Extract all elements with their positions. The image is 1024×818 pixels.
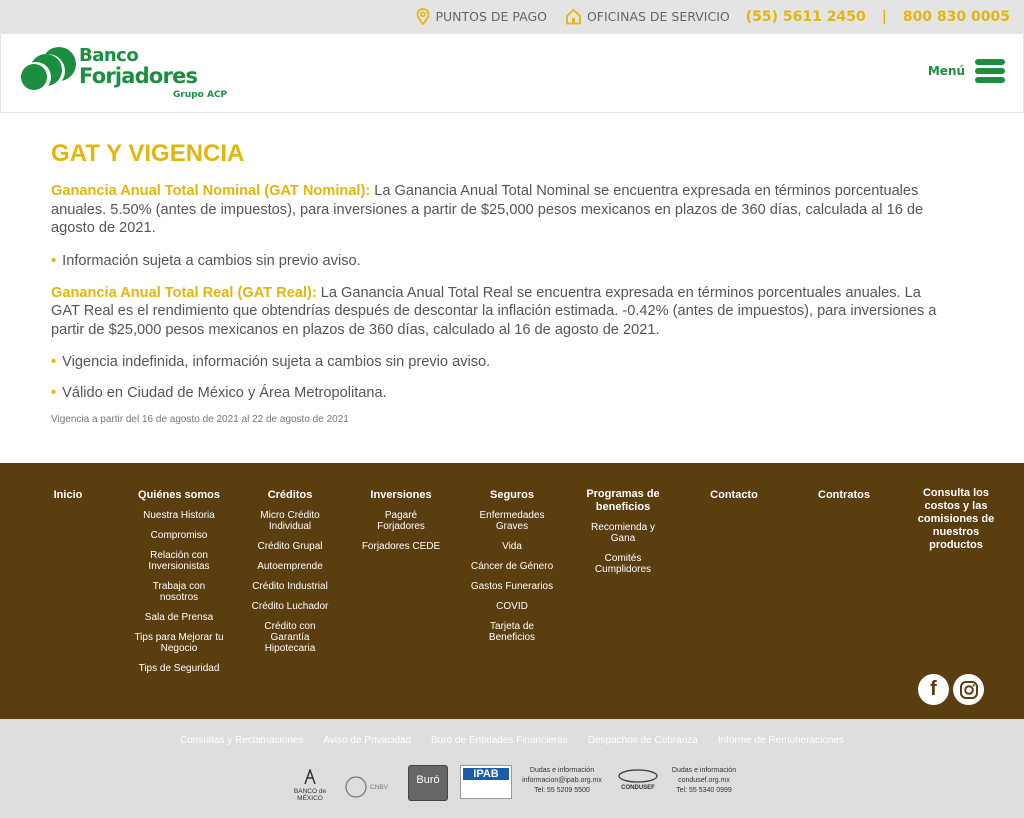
footer-link[interactable]: COVID <box>496 601 528 612</box>
footer-col-contacto <box>694 489 774 510</box>
gat-real-paragraph <box>51 284 951 340</box>
main-content <box>51 140 951 425</box>
bullet-item <box>51 354 951 370</box>
condusef-contact <box>666 766 742 796</box>
condusef-dudas: Dudas e información <box>671 767 737 774</box>
footer-link[interactable]: Tips para Mejorar tu Negocio <box>134 632 224 654</box>
bullet-item <box>51 385 951 401</box>
home-icon <box>565 8 582 25</box>
footer-col-contratos <box>804 489 884 510</box>
footer-link[interactable]: Tips de Seguridad <box>138 663 220 674</box>
regulator-logos <box>280 765 750 805</box>
phone-toll-free-link[interactable]: 800 830 0005 <box>902 8 1010 25</box>
logo-text-banco: Banco <box>79 45 139 66</box>
header <box>0 33 1024 113</box>
legal-link[interactable]: Consultas y Reclamaciones <box>179 735 304 746</box>
gat-real-label: Ganancia Anual Total Real (GAT Real): <box>51 284 317 301</box>
footer-link[interactable]: Pagaré Forjadores <box>377 510 425 532</box>
buro-logo[interactable] <box>408 765 448 801</box>
page-title: GAT Y VIGENCIA <box>51 140 245 167</box>
phone-local-link[interactable]: (55) 5611 2450 <box>745 8 866 25</box>
footer-heading-quienes[interactable]: Quiénes somos <box>138 489 220 501</box>
banxico-eagle-icon <box>301 769 319 785</box>
gat-real-text: La Ganancia Anual Total Real se encuentra expresada en términos porcentuales anuales. La GAT Real es el rendimiento que obtendrías después de descontar la inflación estimada. -0.42% (antes de impuestos), para inversiones a partir de $25,000 pesos mexicanos en plazos de 360 días, calculado al 16 de agosto de 2021. <box>51 284 937 338</box>
ipab-logo[interactable] <box>460 765 512 799</box>
footer-link-inicio[interactable]: Inicio <box>53 489 83 501</box>
legal-link[interactable]: Aviso de Privacidad <box>323 735 412 746</box>
ipab-dudas: Dudas e información <box>529 767 595 774</box>
footer-col-seguros <box>464 489 560 652</box>
condusef-seal-icon <box>618 769 658 783</box>
footer-link-contratos[interactable]: Contratos <box>818 489 870 501</box>
footer <box>0 463 1024 719</box>
bullet-dot: • <box>51 354 57 370</box>
legal-link[interactable]: Informe de Remuneraciones <box>717 735 845 746</box>
footer-col-quienes <box>128 489 230 683</box>
menu-label: Menú <box>927 64 965 78</box>
instagram-glyph <box>959 680 979 700</box>
social-links <box>914 674 984 705</box>
bullet-text: Válido en Ciudad de México y Área Metropolitana. <box>62 385 387 401</box>
footer-link-costos-comisiones[interactable]: Consulta los costos y las comisiones de nuestros productos <box>917 487 995 551</box>
condusef-web[interactable]: condusef.org.mx <box>678 777 730 784</box>
instagram-icon[interactable] <box>953 674 984 705</box>
footer-col-creditos <box>242 489 338 663</box>
footer-link[interactable]: Comités Cumplidores <box>594 553 652 575</box>
gat-nominal-paragraph <box>51 182 951 238</box>
footer-link[interactable]: Crédito Industrial <box>252 581 328 592</box>
footer-heading-seguros[interactable]: Seguros <box>489 489 534 501</box>
bullet-item <box>51 253 951 269</box>
oficinas-link[interactable] <box>565 8 730 25</box>
ipab-contact <box>514 766 610 796</box>
footer-link[interactable]: Tarjeta de Beneficios <box>488 621 536 643</box>
footer-link[interactable]: Vida <box>502 541 522 552</box>
gat-nominal-label: Ganancia Anual Total Nominal (GAT Nominal): <box>51 183 371 199</box>
footer-link[interactable]: Micro Crédito Individual <box>260 510 320 532</box>
footer-col-inversiones <box>354 489 448 561</box>
footer-col-programas <box>576 488 670 584</box>
cnbv-seal-icon <box>344 775 368 799</box>
banco-forjadores-logo[interactable] <box>21 44 241 104</box>
oficinas-label: OFICINAS DE SERVICIO <box>586 9 730 24</box>
condusef-logo[interactable] <box>610 769 666 791</box>
condusef-text: CONDUSEF <box>621 785 655 791</box>
footer-link[interactable]: Trabaja con nosotros <box>152 581 206 603</box>
menu-button[interactable] <box>928 56 1005 86</box>
facebook-icon[interactable] <box>918 674 949 705</box>
phone-separator: | <box>881 8 887 25</box>
footer-link[interactable]: Recomienda y Gana <box>591 522 655 544</box>
cnbv-logo[interactable] <box>344 775 392 799</box>
condusef-tel: Tel: 55 5340 0999 <box>676 787 732 794</box>
ipab-email[interactable]: informacion@ipab.org.mx <box>522 777 602 784</box>
hamburger-icon <box>975 56 1005 86</box>
puntos-pago-label: PUNTOS DE PAGO <box>435 9 547 24</box>
bullet-text: Vigencia indefinida, información sujeta a cambios sin previo aviso. <box>62 354 491 370</box>
footer-heading-programas[interactable]: Programas de beneficios <box>586 488 660 513</box>
banxico-logo[interactable] <box>282 769 338 802</box>
location-pin-icon <box>416 8 430 25</box>
vigencia-note: Vigencia a partir del 16 de agosto de 2021 al 22 de agosto de 2021 <box>51 414 349 425</box>
legal-links <box>0 735 1024 746</box>
cnbv-text: CNBV <box>369 783 389 791</box>
footer-heading-creditos[interactable]: Créditos <box>267 489 313 501</box>
footer-col-consulta <box>906 487 1006 560</box>
footer-link[interactable]: Nuestra Historia <box>143 510 215 521</box>
puntos-pago-link[interactable] <box>416 8 547 25</box>
footer-link[interactable]: Crédito con Garantía Hipotecaria <box>264 621 316 654</box>
bottom-band <box>0 719 1024 818</box>
footer-link[interactable]: Cáncer de Género <box>470 561 554 572</box>
logo-circles-icon <box>21 44 81 104</box>
footer-col-inicio <box>38 489 98 510</box>
legal-link[interactable]: Despachos de Cobranza <box>587 735 698 746</box>
logo-text-forjadores: Forjadores <box>79 64 198 88</box>
footer-link[interactable]: Crédito Grupal <box>257 541 323 552</box>
footer-link[interactable]: Enfermedades Graves <box>479 510 545 532</box>
footer-link[interactable]: Sala de Prensa <box>144 612 214 623</box>
footer-heading-inversiones[interactable]: Inversiones <box>370 489 432 501</box>
facebook-glyph: f <box>930 678 937 700</box>
footer-link[interactable]: Autoemprende <box>257 561 323 572</box>
bullet-text: Información sujeta a cambios sin previo aviso. <box>62 252 361 269</box>
footer-link[interactable]: Crédito Luchador <box>251 601 329 612</box>
bullet-dot: • <box>51 252 57 269</box>
gat-nominal-text: La Ganancia Anual Total Nominal se encuentra expresada en términos porcentuales anuales. 5.50% (antes de impuestos), para inversiones a partir de $25,000 pesos mexicanos en plazos de 360 días, calculada al 16 de agosto de 2021. <box>51 183 924 236</box>
logo-text-grupo: Grupo ACP <box>173 90 228 100</box>
ipab-text: IPAB <box>463 768 509 780</box>
ipab-tel: Tel: 55 5209 5500 <box>534 787 590 794</box>
top-bar <box>0 0 1024 33</box>
bullet-dot: • <box>51 385 57 401</box>
footer-link[interactable]: Gastos Funerarios <box>470 581 554 592</box>
buro-text: Buró <box>416 774 440 786</box>
legal-link[interactable]: Buró de Entidades Financieras <box>431 735 568 746</box>
footer-link[interactable]: Relación con Inversionistas <box>148 550 210 572</box>
footer-link[interactable]: Forjadores CEDE <box>361 541 441 552</box>
footer-link-contacto[interactable]: Contacto <box>710 489 758 501</box>
banxico-text: BANCO de MÉXICO <box>293 788 327 802</box>
footer-link[interactable]: Compromiso <box>150 530 208 541</box>
